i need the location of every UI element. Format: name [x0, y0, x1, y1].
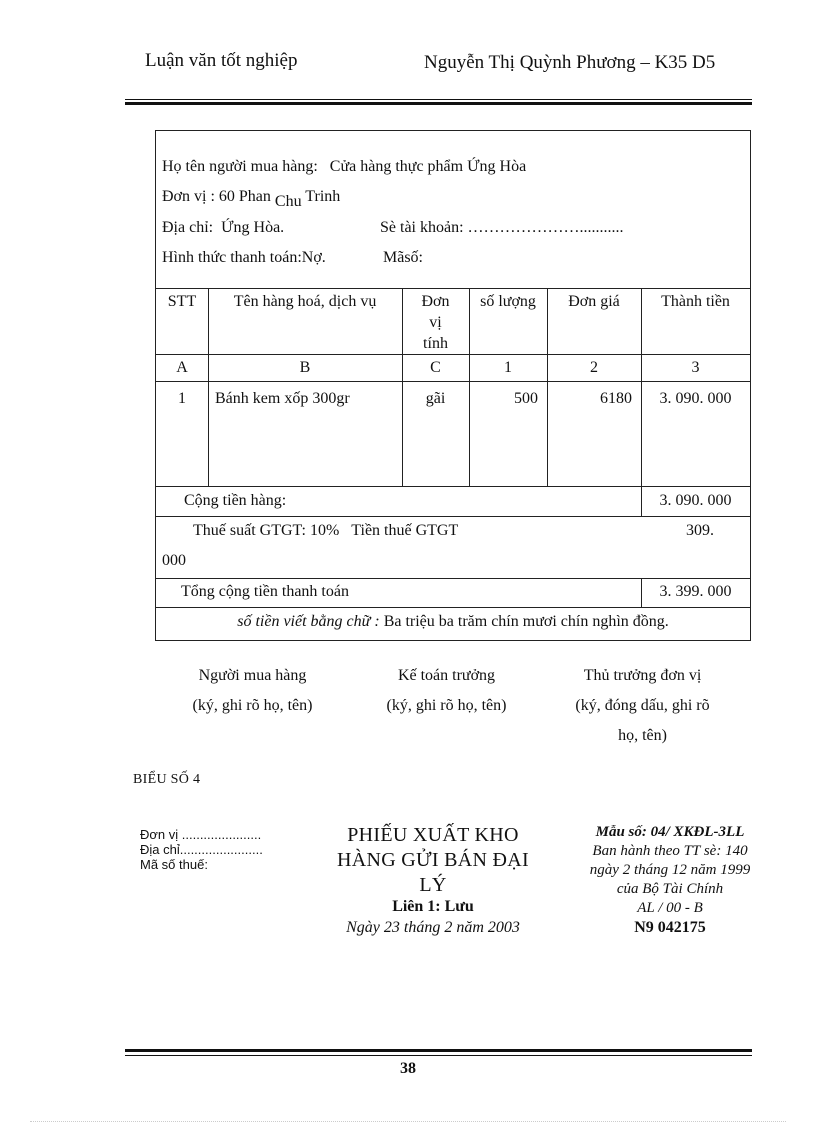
buyer-account-line [380, 219, 624, 237]
slip-copy: Liên 1: Lưu [392, 898, 474, 915]
row-price: 6180 [600, 390, 632, 407]
signature-accountant [364, 661, 529, 721]
vat-value-b: 000 [162, 552, 186, 569]
slip-title-l1: PHIẾU XUẤT KHO [347, 824, 519, 846]
goods-total-label: Cộng tiền hàng: [184, 492, 287, 509]
buyer-account-value: …………………........... [467, 219, 624, 236]
code-unit: C [430, 359, 441, 376]
col-header-name: Tên hàng hoá, dịch vụ [233, 293, 377, 310]
page-bottom-edge [30, 1121, 786, 1122]
form-info [560, 823, 780, 937]
page-number: 38 [400, 1060, 416, 1077]
header-rule-thick [125, 102, 752, 105]
signature-director [555, 661, 730, 751]
signature-buyer [170, 661, 335, 721]
goods-total-value: 3. 090. 000 [659, 492, 732, 509]
slip-tax-label: Mã số thuế: [140, 857, 208, 872]
signature-director-title: Thủ trưởng đơn vị [583, 667, 702, 684]
col-header-unit-l1: Đơn [421, 293, 450, 310]
buyer-payment-value: Nợ. [301, 249, 326, 266]
vat-rate-line [193, 520, 458, 542]
invoice-box [155, 130, 751, 641]
header-rule-thin [125, 99, 752, 100]
footer-rule-thin [125, 1055, 752, 1056]
slip-unit-label: Đơn vị ...................... [140, 827, 262, 842]
buyer-address-line [162, 219, 284, 237]
footer-rule-thick [125, 1049, 752, 1052]
buyer-unit-value-b: Trinh [305, 188, 341, 205]
amount-in-words [156, 611, 750, 633]
buyer-name-line [162, 158, 526, 176]
buyer-unit-label: Đơn vị : [162, 188, 215, 205]
slip-address-label: Địa chỉ....................... [140, 842, 263, 857]
buyer-address-value: Ứng Hòa. [221, 219, 285, 236]
code-stt: A [176, 359, 188, 376]
col-header-stt: STT [167, 293, 197, 310]
slip-title-l3: LÝ [419, 874, 447, 896]
form-number-label: BIỂU SỐ 4 [133, 772, 201, 787]
header-author: Nguyễn Thị Quỳnh Phương – K35 D5 [424, 52, 716, 73]
signature-accountant-note: (ký, ghi rõ họ, tên) [386, 697, 507, 714]
row-unit: gãi [425, 390, 446, 407]
col-rule-5 [641, 288, 642, 486]
buyer-taxcode-label: Mãsố: [383, 249, 423, 266]
vat-value-a: 309. [686, 522, 714, 539]
amount-in-words-label: số tiền viết bằng chữ : [237, 613, 380, 630]
vat-amount-label: Tiền thuế GTGT [351, 522, 459, 539]
header-thesis-label: Luận văn tốt nghiệp [145, 50, 298, 71]
slip-meta [140, 827, 263, 872]
code-name: B [299, 359, 311, 376]
buyer-name-label: Họ tên người mua hàng: [162, 158, 318, 175]
signature-buyer-title: Người mua hàng [198, 667, 307, 684]
col-header-amount: Thành tiền [661, 293, 730, 310]
buyer-unit-line [162, 188, 341, 210]
items-bottom-rule [156, 486, 750, 487]
buyer-payment-label: Hình thức thanh toán: [162, 249, 302, 266]
col-rule-1 [208, 288, 209, 486]
row-amount: 3. 090. 000 [659, 390, 732, 407]
row-name: Bánh kem xốp 300gr [215, 390, 350, 407]
vat-bottom-rule [156, 578, 750, 579]
form-code: Mẫu số: 04/ XKĐL-3LL [595, 824, 745, 840]
col-header-unit-l3: tính [423, 335, 448, 352]
form-serial: N9 042175 [634, 919, 706, 936]
grand-total-bottom-rule [156, 607, 750, 608]
amount-in-words-value: Ba triệu ba trăm chín mươi chín nghìn đồng. [383, 613, 669, 630]
goods-total-bottom-rule [156, 516, 750, 517]
form-series: AL / 00 - B [637, 900, 703, 916]
code-qty: 1 [504, 359, 512, 376]
form-issued-l3: của Bộ Tài Chính [616, 881, 724, 897]
code-price: 2 [590, 359, 598, 376]
buyer-name-value: Cửa hàng thực phẩm Ứng Hòa [329, 158, 527, 175]
buyer-address-label: Địa chỉ: [162, 219, 214, 236]
buyer-unit-value-a: 60 Phan [218, 188, 271, 205]
signature-director-note-b: họ, tên) [618, 727, 667, 744]
grand-total-label: Tổng cộng tiền thanh toán [181, 583, 349, 600]
table-top-rule [156, 288, 750, 289]
buyer-payment-line [162, 249, 326, 267]
col-rule-4 [547, 288, 548, 486]
grand-total-value: 3. 399. 000 [659, 583, 732, 600]
col-header-unit-l2: vị [429, 314, 442, 331]
vat-rate-label: Thuế suất GTGT: 10% [193, 522, 340, 539]
col-header-unit [402, 291, 469, 354]
signature-director-note-a: (ký, đóng dấu, ghi rõ [575, 697, 710, 714]
row-qty: 500 [514, 390, 538, 407]
buyer-unit-value-sub: Chu [274, 193, 302, 210]
col-header-qty: số lượng [480, 293, 536, 310]
slip-title [318, 823, 548, 898]
signature-buyer-note: (ký, ghi rõ họ, tên) [192, 697, 313, 714]
row-stt: 1 [178, 390, 186, 407]
header-bottom-rule [156, 354, 750, 355]
slip-title-l2: HÀNG GỬI BÁN ĐẠI [337, 849, 529, 871]
signature-accountant-title: Kế toán trưởng [397, 667, 496, 684]
form-issued-l2: ngày 2 tháng 12 năm 1999 [589, 862, 751, 878]
col-rule-3 [469, 288, 470, 486]
code-amount: 3 [691, 359, 700, 376]
code-row-bottom-rule [156, 381, 750, 382]
slip-date: Ngày 23 tháng 2 năm 2003 [346, 919, 520, 936]
col-header-price: Đơn giá [568, 293, 620, 310]
buyer-account-label: Sè tài khoản: [380, 219, 464, 236]
form-issued-l1: Ban hành theo TT sè: 140 [592, 843, 748, 859]
